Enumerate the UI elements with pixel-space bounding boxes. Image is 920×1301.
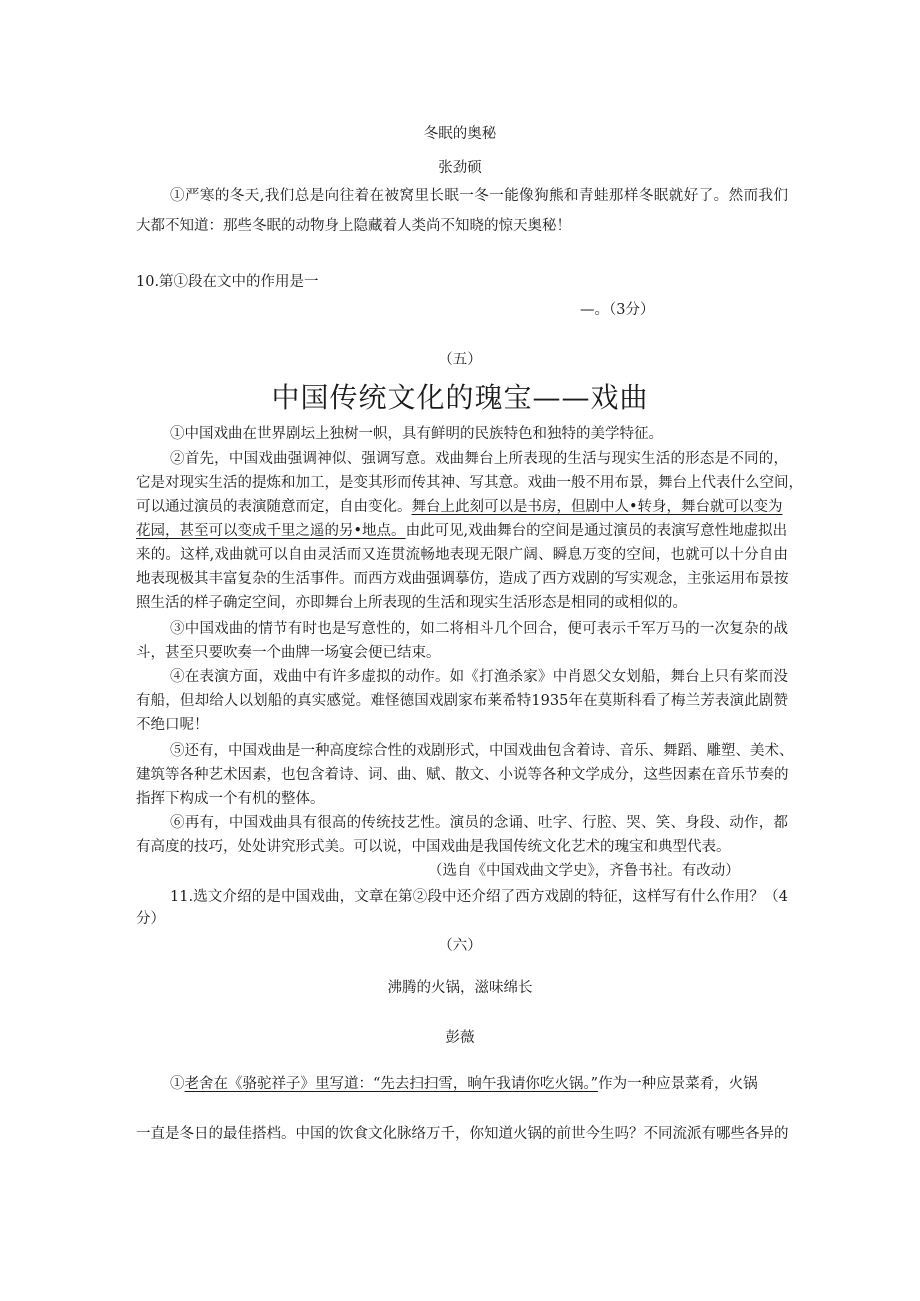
paragraph-line	[136, 521, 788, 541]
paragraph-line: ⑥再有，中国戏曲具有很高的传统技艺性。演员的念诵、吐字、行腔、哭、笑、身段、动作，都	[170, 815, 788, 831]
paragraph-line: 不绝口呢！	[136, 717, 209, 733]
paragraph-line: 来的。这样,戏曲就可以自由灵活而又连贯流畅地表现无限广阔、瞬息万变的空间，也就可以十分自由	[136, 547, 788, 563]
paragraph-line: ③中国戏曲的情节有时也是写意性的，如二将相斗几个回合，便可表示千军万马的一次复杂的战	[170, 621, 788, 637]
section-label: （五）	[438, 352, 482, 368]
paragraph-line	[170, 1074, 788, 1094]
paragraph-line: 建筑等各种艺术因素，也包含着诗、词、曲、赋、散文、小说等各种文学成分，这些因素在音乐节奏的	[136, 767, 789, 783]
paragraph-line: ①严寒的冬天,我们总是向往着在被窝里长眠一冬一能像狗熊和青蛙那样冬眠就好了。然而我们	[170, 188, 788, 204]
paragraph-line: ①中国戏曲在世界剧坛上独树一帜，具有鲜明的民族特色和独特的美学特征。	[170, 426, 663, 442]
underlined-text: 舞台上此刻可以是书房，但剧中人•转身，舞台就可以变为	[411, 499, 783, 515]
line-text: 作为一种应景菜肴，火锅	[598, 1076, 758, 1092]
paragraph-line: 有船，但却给人以划船的真实感觉。难怪德国戏剧家布莱希特1935年在莫斯科看了梅兰芳表演此剧赞	[136, 693, 788, 709]
line-text: 可以通过演员的表演随意而定，自由变化。	[136, 499, 412, 515]
circled-number: ①	[170, 1076, 185, 1092]
underlined-text: 花园，甚至可以变成千里之遥的另•地点。	[136, 523, 406, 539]
section-label: （六）	[438, 938, 482, 954]
section-title: 中国传统文化的瑰宝——戏曲	[271, 381, 649, 414]
question-10: 10.第①段在文中的作用是一	[136, 274, 319, 290]
paragraph-line: ②首先，中国戏曲强调神似、强调写意。戏曲舞台上所表现的生活与现实生活的形态是不同的，	[170, 451, 788, 467]
section-title: 沸腾的火锅，滋味绵长	[387, 980, 533, 996]
paragraph-line: 一直是冬日的最佳搭档。中国的饮食文化脉络万千，你知道火锅的前世今生吗？不同流派有哪些各异的	[136, 1126, 789, 1142]
question-11: 11.选文介绍的是中国戏曲，文章在第②段中还介绍了西方戏剧的特征，这样写有什么作用？（4	[170, 889, 788, 905]
paragraph-line: ④在表演方面，戏曲中有许多虚拟的动作。如《打渔杀家》中肖恩父女划船，舞台上只有桨而没	[170, 669, 788, 685]
paragraph-line	[136, 497, 788, 517]
question-11: 分）	[136, 911, 165, 927]
paragraph-line: 照生活的样子确定空间，亦即舞台上所表现的生活和现实生活形态是相同的或相似的。	[136, 595, 687, 611]
paragraph-line: 大都不知道：那些冬眠的动物身上隐藏着人类尚不知晓的惊天奥秘！	[136, 218, 571, 234]
article-author: 彭薇	[445, 1030, 475, 1046]
article-title: 冬眠的奥秘	[423, 126, 497, 142]
paragraph-line: 指挥下构成一个有机的整体。	[136, 791, 325, 807]
underlined-text: 老舍在《骆驼祥子》里写道：“先去扫扫雪，晌午我请你吃火锅。”	[184, 1076, 599, 1092]
source-citation: （选自《中国戏曲文学史》，齐鲁书社。有改动）	[428, 863, 740, 879]
paragraph-line: 它是对现实生活的提炼和加工，是变其形而传其神、写其意。戏曲一般不用布景，舞台上代表什么空间，	[136, 475, 803, 491]
paragraph-line: 地表现极其丰富复杂的生活事件。而西方戏曲强调摹仿，造成了西方戏剧的写实观念，主张运用布景按	[136, 571, 789, 587]
article-author: 张劲硕	[438, 160, 482, 176]
paragraph-line: 有高度的技巧，处处讲究形式美。可以说，中国戏曲是我国传统文化艺术的瑰宝和典型代表。	[136, 839, 731, 855]
line-text: 由此可见,戏曲舞台的空间是通过演员的表演写意性地虚拟出	[405, 523, 788, 539]
question-10-score: —。（3分）	[580, 302, 655, 318]
paragraph-line: 斗，甚至只要吹奏一个曲牌一场宴会便已结束。	[136, 645, 441, 661]
paragraph-line: ⑤还有，中国戏曲是一种高度综合性的戏剧形式，中国戏曲包含着诗、音乐、舞蹈、雕塑、美术、	[170, 743, 794, 759]
